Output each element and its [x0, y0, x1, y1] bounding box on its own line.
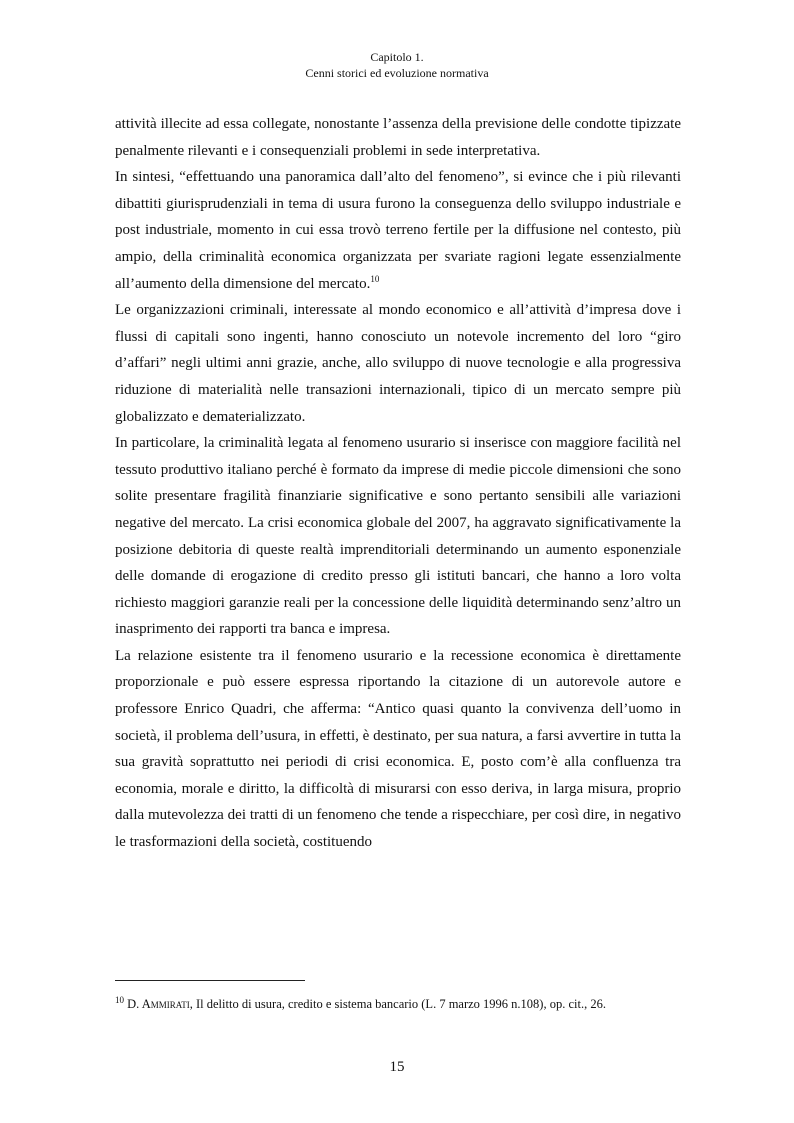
page-number: 15 [389, 1059, 405, 1075]
running-header [0, 49, 794, 81]
chapter-label: Capitolo 1. [370, 50, 424, 64]
chapter-subtitle: Cenni storici ed evoluzione normativa [305, 66, 489, 80]
footnote-number: 10 [115, 994, 124, 1005]
paragraph-4: In particolare, la criminalità legata al fenomeno usurario si inserisce con maggiore facilità nel tessuto produttivo italiano perché è formato da imprese di medie piccole dimensioni che sono solite presentare fragilità finanziarie significative e sono pertanto sensibili alle variazioni negative del mercato. La crisi economica globale del 2007, ha aggravato significativamente la posizione debitoria di queste realtà imprenditoriali determinando un aumento esponenziale delle domande di erogazione di credito presso gli istituti bancari, che hanno a loro volta richiesto maggiori garanzie reali per la concessione delle liquidità determinando senz’altro un inasprimento dei rapporti tra banca e impresa. [115, 435, 681, 638]
footnote-separator [115, 980, 305, 981]
footnote-reference: 10 [370, 273, 380, 284]
footnote-text: , Il delitto di usura, credito e sistema bancario (L. 7 marzo 1996 n.108), op. cit., 26. [189, 997, 606, 1011]
paragraph-1: attività illecite ad essa collegate, nonostante l’assenza della previsione delle condotte tipizzate penalmente rilevanti e i consequenziali problemi in sede interpretativa. [115, 116, 681, 159]
footnote [115, 996, 681, 1012]
paragraph-5: La relazione esistente tra il fenomeno usurario e la recessione economica è direttamente proporzionale e può essere espressa riportando la citazione di un autorevole autore e professore Enrico Quadri, che afferma: “Antico quasi quanto la convivenza dell’uomo in società, il problema dell’usura, in effetti, è destinato, per sua natura, a farsi avvertire in tutta la sua gravità soprattutto nei periodi di crisi economica. E, posto com’è alla confluenza tra economia, morale e diritto, la difficoltà di misurarsi con esso deriva, in larga misura, proprio dalla mutevolezza dei tratti di un fenomeno che tende a rispecchiare, per così dire, in negativo le trasformazioni della società, costituendo [115, 647, 681, 851]
paragraph-2 [115, 164, 681, 297]
paragraph-2-text: In sintesi, “effettuando una panoramica dall’alto del fenomeno”, si evince che i più rilevanti dibattiti giurisprudenziali in tema di usura furono la conseguenza dello sviluppo industriale e post industriale, momento in cui essa trovò terreno fertile per la diffusione nel contesto, più ampio, della criminalità economica organizzata per svariate ragioni legate essenzialmente all’aumento della dimensione del mercato. [115, 169, 681, 292]
main-text [115, 111, 681, 856]
paragraph-3: Le organizzazioni criminali, interessate al mondo economico e all’attività d’impresa dove i flussi di capitali sono ingenti, hanno conosciuto un notevole incremento del loro “giro d’affari” negli ultimi anni grazie, anche, allo sviluppo di nuove tecnologie e alla progressiva riduzione di materialità nelle transazioni internazionali, tipico di un mercato sempre più globalizzato e dematerializzato. [115, 302, 681, 425]
footnote-author: D. Ammirati [127, 997, 190, 1011]
